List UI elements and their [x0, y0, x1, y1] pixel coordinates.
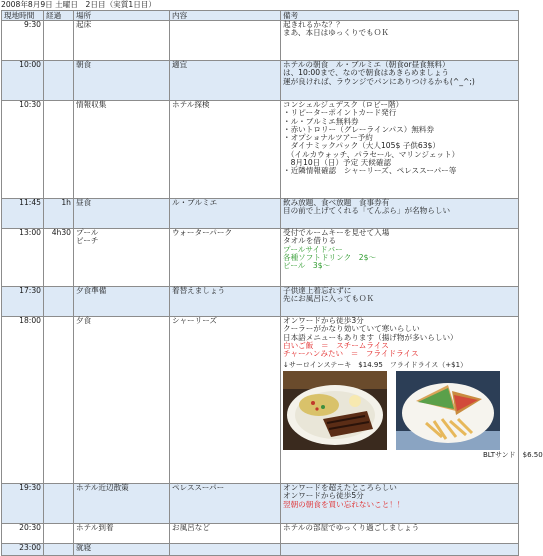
cell-place: 夕食準備 [74, 287, 170, 317]
note-line-red: 白いご飯 ＝ スチームライス [283, 340, 389, 350]
note-line: ・近隣情報確認 シャーリーズ、ペレススーパー等 [283, 166, 457, 176]
cell-elapsed [44, 101, 74, 199]
cell-notes [281, 229, 519, 287]
cell-elapsed [44, 61, 74, 101]
cell-notes [281, 524, 519, 544]
cell-time: 18:00 [2, 317, 44, 484]
cell-time: 10:00 [2, 61, 44, 101]
cell-elapsed: 1h [44, 199, 74, 229]
table-row [2, 199, 519, 229]
note-line: 運が良ければ、ラウンジでパンにありつけるかも(^_^;) [283, 76, 475, 86]
cell-place: ホテル近辺散策 [74, 484, 170, 524]
cell-content: ホテル探検 [170, 101, 281, 199]
cell-time: 20:30 [2, 524, 44, 544]
cell-place: 昼食 [74, 199, 170, 229]
cell-content: ペレススーパー [170, 484, 281, 524]
table-row [2, 229, 519, 287]
cell-time: 11:45 [2, 199, 44, 229]
itinerary-table [1, 10, 543, 556]
note-line: ホテルの朝食 ル・ブルミエ（朝食or昼食無料） [283, 60, 450, 69]
cell-elapsed [44, 287, 74, 317]
cell-elapsed [44, 484, 74, 524]
cell-notes [281, 316, 543, 484]
cell-notes [281, 21, 519, 61]
cell-elapsed [44, 524, 74, 544]
header-notes: 備考 [281, 11, 519, 21]
table-row [2, 61, 519, 101]
note-line: 受付でルームキーを見せて入場 [283, 228, 390, 237]
header-place: 場所 [74, 11, 170, 21]
cell-notes [281, 199, 519, 229]
note-line: 起きれるかな？？ [283, 20, 344, 29]
table-row [2, 101, 519, 199]
note-line: クーラーがかなり効いていて寒いらしい [283, 324, 420, 334]
note-line: ホテルの部屋でゆっくり過ごしましょう [283, 523, 420, 532]
cell-content: ウォーターパーク [170, 229, 281, 287]
cell-elapsed [44, 21, 74, 61]
note-line: 8月10日（日）予定 天候確認 [283, 158, 392, 168]
table-row [2, 544, 519, 556]
cell-place: 就寝 [74, 544, 170, 556]
cell-notes [281, 544, 519, 556]
cell-time: 9:30 [2, 21, 44, 61]
cell-notes [281, 484, 519, 524]
cell-content: シャーリーズ [170, 317, 281, 484]
note-line: ダイナミックパック（大人105$ 子供63$） [283, 141, 440, 151]
note-line: タオルを借りる [283, 236, 337, 246]
note-line-red: 翌朝の朝食を買い忘れないこと！！ [283, 499, 405, 509]
blt-sandwich-photo [396, 371, 500, 450]
cell-notes [281, 61, 519, 101]
note-line: オンワードから徒歩5分 [283, 491, 364, 501]
cell-place: 夕食 [74, 317, 170, 484]
cell-content: 着替えましょう [170, 287, 281, 317]
cell-elapsed: 4h30 [44, 229, 74, 287]
note-line: コンシェルジュデスク（ロビー階） [283, 100, 404, 109]
note-line: 飲み放題、食べ放題 食事券有 [283, 198, 390, 207]
cell-place: ホテル到着 [74, 524, 170, 544]
cell-notes [281, 101, 519, 199]
header-elapsed: 経過 [44, 11, 74, 21]
note-line: 日本語メニューもあります（揚げ物が多いらしい） [283, 332, 458, 342]
header-local-time: 現地時間 [2, 11, 44, 21]
note-line: オンワードを超えたところらしい [283, 483, 397, 492]
cell-time: 10:30 [2, 101, 44, 199]
cell-content: お風呂など [170, 524, 281, 544]
cell-elapsed [44, 317, 74, 484]
note-line: ・ル・ブルミエ無料券 [283, 116, 359, 126]
note-line: まあ、本日はゆっくりでもＯＫ [283, 28, 389, 38]
cell-place: 情報収集 [74, 101, 170, 199]
table-row [2, 524, 519, 544]
note-line: 目の前で上げてくれる「てんぷら」が名物らしい [283, 206, 451, 216]
cell-time: 13:00 [2, 229, 44, 287]
cell-content: ル・ブルミエ [170, 199, 281, 229]
cell-place: プール ビーチ [74, 229, 170, 287]
note-line: オンワードから徒歩3分 [283, 316, 364, 325]
cell-place: 朝食 [74, 61, 170, 101]
note-line: は、10:00まで、なので朝食はあきらめましょう [283, 68, 450, 78]
note-line: ・リピーターポイントカード発行 [283, 108, 397, 118]
steak-photo-caption: ↓サーロインステーキ $14.95 フライドライス（+$1） [283, 361, 468, 370]
table-row [2, 484, 519, 524]
cell-time: 17:30 [2, 287, 44, 317]
note-line-red: チャーハンみたい ＝ フライドライス [283, 349, 419, 359]
header-content: 内容 [170, 11, 281, 21]
cell-notes [281, 287, 519, 317]
cell-elapsed [44, 544, 74, 556]
cell-place: 起床 [74, 21, 170, 61]
table-row [2, 287, 519, 317]
cell-content: 適宜 [170, 61, 281, 101]
table-row [2, 21, 519, 61]
note-line-green: ビール 3$〜 [283, 261, 331, 271]
cell-time: 19:30 [2, 484, 44, 524]
cell-content [170, 21, 281, 61]
table-row [2, 317, 519, 484]
note-line: ・赤いトロリー（グレーラインパス）無料券 [283, 124, 435, 134]
cell-time: 23:00 [2, 544, 44, 556]
cell-content [170, 544, 281, 556]
note-line: 子供達上着忘れずに [283, 286, 352, 295]
note-line: （イルカウォッチ、パラセール、マリンジェット） [283, 149, 460, 159]
food-photos [283, 361, 543, 461]
note-line-green: プールサイドバー [283, 244, 343, 254]
steak-plate-photo [283, 371, 387, 450]
note-line: ・オプショナルツアー予約 [283, 133, 373, 143]
blt-photo-caption: BLTサンド $6.50 [483, 451, 543, 460]
table-header-row [2, 11, 519, 21]
page-title: 2008年8月9日 土曜日 2日目（実質1日目） [1, 0, 156, 9]
note-line-green: 各種ソフトドリンク 2$〜 [283, 252, 377, 262]
note-line: 先にお風呂に入ってもＯＫ [283, 294, 375, 304]
